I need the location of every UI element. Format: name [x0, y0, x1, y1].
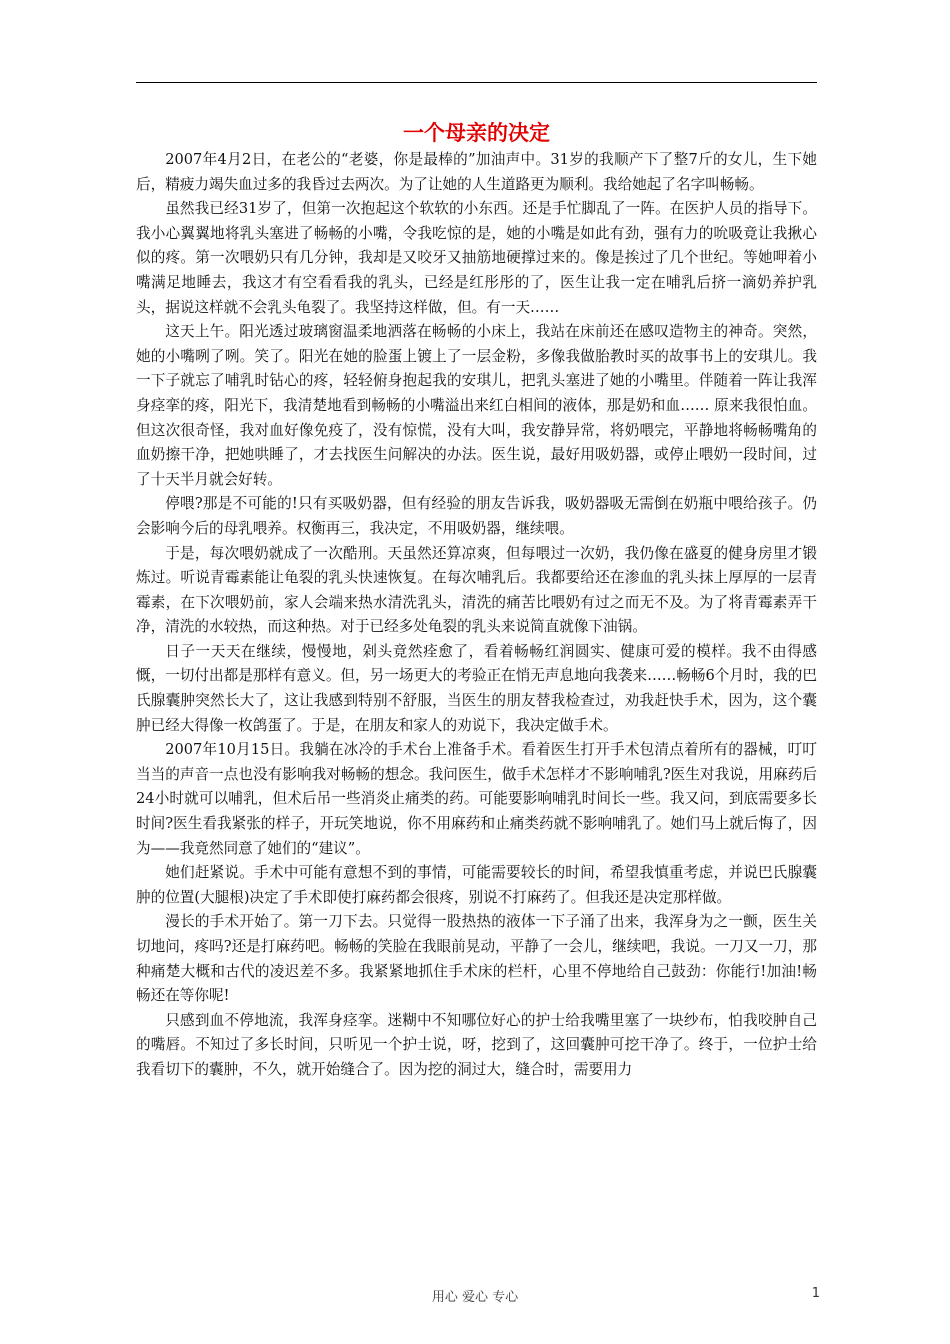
paragraph-6: 日子一天天在继续，慢慢地，剁头竟然痊愈了，看着畅畅红润圆实、健康可爱的模样。我不由得感慨，一切付出都是那样有意义。但，另一场更大的考验正在悄无声息地向我袭来……畅畅6个月时，我的巴氏腺囊肿突然长大了，这让我感到特别不舒服，当医生的朋友替我检查过，劝我赶快手术，因为，这个囊肿已经大得像一枚鸽蛋了。于是，在朋友和家人的劝说下，我决定做手术。 — [136, 642, 817, 734]
page-footer: 用心 爱心 专心 — [431, 1290, 519, 1305]
paragraph-4: 停喂?那是不可能的!只有买吸奶器，但有经验的朋友告诉我，吸奶器吸无需倒在奶瓶中喂给孩子。仍会影响今后的母乳喂养。权衡再三，我决定，不用吸奶器，继续喂。 — [136, 495, 817, 537]
paragraph-9: 漫长的手术开始了。第一刀下去。只觉得一股热热的液体一下子涌了出来，我浑身为之一颤，医生关切地问，疼吗?还是打麻药吧。畅畅的笑脸在我眼前晃动，平静了一会儿，继续吧，我说。一刀又一刀，那种痛楚大概和古代的凌迟差不多。我紧紧地抓住手术床的栏杆，心里不停地给自己鼓劲：你能行!加油!畅畅还在等你呢! — [136, 913, 817, 1005]
page-number: 1 — [811, 1286, 820, 1301]
paragraph-2: 虽然我已经31岁了，但第一次抱起这个软软的小东西。还是手忙脚乱了一阵。在医护人员的指导下。我小心翼翼地将乳头塞进了畅畅的小嘴，令我吃惊的是，她的小嘴是如此有劲，强有力的吮吸竟让我揪心似的疼。第一次喂奶只有几分钟，我却是又咬牙又抽筋地硬撑过来的。像是挨过了几个世纪。等她呷着小嘴满足地睡去，我这才有空看看我的乳头，已经是红彤彤的了，医生让我一定在哺乳后挤一滴奶养护乳头，据说这样就不会乳头龟裂了。我坚持这样做，但。有一天…… — [136, 200, 817, 316]
paragraph-1: 2007年4月2日，在老公的“老婆，你是最棒的”加油声中。31岁的我顺产下了整7斤的女儿，生下她后，精疲力竭失血过多的我昏过去两次。为了让她的人生道路更为顺利。我给她起了名字叫畅畅。 — [136, 151, 817, 193]
article-body — [136, 148, 817, 1083]
paragraph-7: 2007年10月15日。我躺在冰冷的手术台上准备手术。看着医生打开手术包清点着所有的器械，叮叮当当的声音一点也没有影响我对畅畅的想念。我问医生，做手术怎样才不影响哺乳?医生对我说，用麻药后24小时就可以哺乳，但术后吊一些消炎止痛类的药。可能要影响哺乳时间长一些。我又问，到底需要多长时间?医生看我紧张的样子，开玩笑地说，你不用麻药和止痛类药就不影响哺乳了。她们马上就后悔了，因为——我竟然同意了她们的“建议”。 — [136, 741, 817, 857]
article-title: 一个母亲的决定 — [403, 120, 550, 145]
paragraph-8: 她们赶紧说。手术中可能有意想不到的事情，可能需要较长的时间，希望我慎重考虑，并说巴氏腺囊肿的位置(大腿根)决定了手术即使打麻药都会很疼，别说不打麻药了。但我还是决定那样做。 — [136, 864, 817, 906]
header-rule — [136, 82, 817, 83]
paragraph-3: 这天上午。阳光透过玻璃窗温柔地洒落在畅畅的小床上，我站在床前还在感叹造物主的神奇。突然，她的小嘴咧了咧。笑了。阳光在她的脸蛋上镀上了一层金粉，多像我做胎教时买的故事书上的安琪儿。我一下子就忘了哺乳时钻心的疼，轻轻俯身抱起我的安琪儿，把乳头塞进了她的小嘴里。伴随着一阵让我浑身痉挛的疼，阳光下，我清楚地看到畅畅的小嘴溢出来红白相间的液体，那是奶和血…… 原来我很怕血。但这次很奇怪，我对血好像免疫了，没有惊慌，没有大叫，我安静异常，将奶喂完，平静地将畅畅嘴角的血奶擦干净，把她哄睡了，才去找医生问解决的办法。医生说，最好用吸奶器，或停止喂奶一段时间，过了十天半月就会好转。 — [136, 323, 817, 488]
paragraph-10: 只感到血不停地流，我浑身痉挛。迷糊中不知哪位好心的护士给我嘴里塞了一块纱布，怕我咬肿自己的嘴唇。不知过了多长时间，只听见一个护士说，呀，挖到了，这回囊肿可挖干净了。终于，一位护士给我看切下的囊肿，不久，就开始缝合了。因为挖的洞过大，缝合时，需要用力 — [136, 1011, 817, 1078]
paragraph-5: 于是，每次喂奶就成了一次酷刑。天虽然还算凉爽，但每喂过一次奶，我仍像在盛夏的健身房里才锻炼过。听说青霉素能让龟裂的乳头快速恢复。在每次哺乳后。我都要给还在渗血的乳头抹上厚厚的一层青霉素，在下次喂奶前，家人会端来热水清洗乳头，清洗的痛苦比喂奶有过之而无不及。为了将青霉素弄干净，清洗的水较热，而这种热。对于已经多处龟裂的乳头来说简直就像下油锅。 — [136, 544, 817, 636]
